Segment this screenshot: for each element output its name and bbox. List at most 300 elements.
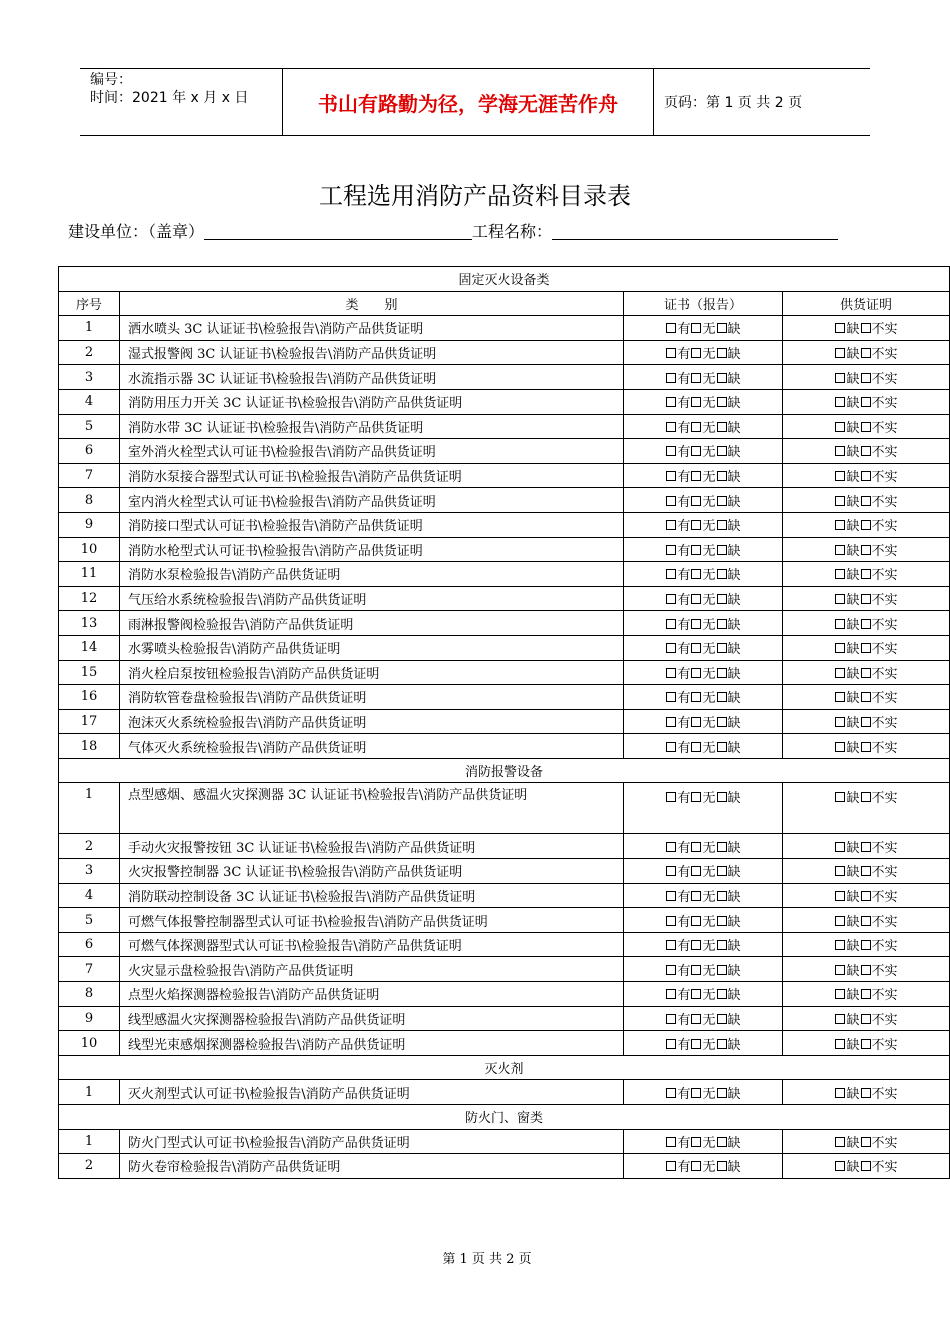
cert-checkbox[interactable] <box>666 1039 676 1049</box>
supply-checkbox[interactable] <box>861 348 871 358</box>
cert-option-label: 无 <box>702 715 716 731</box>
cert-checkbox[interactable] <box>691 965 701 975</box>
cert-options <box>624 439 783 464</box>
row-number: 10 <box>59 1031 120 1056</box>
table-row <box>59 365 950 390</box>
supply-checkbox[interactable] <box>861 692 871 702</box>
cert-checkbox[interactable] <box>717 323 727 333</box>
supply-checkbox[interactable] <box>861 619 871 629</box>
supply-checkbox[interactable] <box>835 373 845 383</box>
cert-checkbox[interactable] <box>666 397 676 407</box>
column-header: 证书（报告） <box>624 291 783 316</box>
supply-checkbox[interactable] <box>835 916 845 926</box>
row-category: 火灾显示盘检验报告\消防产品供货证明 <box>120 957 624 982</box>
cert-option-label: 缺 <box>727 420 741 436</box>
cert-option-label: 无 <box>702 642 716 658</box>
supply-checkbox[interactable] <box>861 940 871 950</box>
supply-options <box>783 488 950 513</box>
table-row <box>59 1031 950 1056</box>
supply-checkbox[interactable] <box>861 446 871 456</box>
supply-option-label: 缺 <box>846 593 860 609</box>
cert-checkbox[interactable] <box>666 989 676 999</box>
supply-checkbox[interactable] <box>835 965 845 975</box>
supply-option-label: 不实 <box>871 470 898 486</box>
cert-option-label: 有 <box>677 1012 691 1028</box>
supply-option-label: 不实 <box>871 1086 898 1102</box>
cert-option-label: 有 <box>677 939 691 955</box>
cert-checkbox[interactable] <box>691 1137 701 1147</box>
supply-option-label: 缺 <box>846 666 860 682</box>
cert-checkbox[interactable] <box>691 348 701 358</box>
supply-option-label: 不实 <box>871 371 898 387</box>
supply-option-label: 缺 <box>846 715 860 731</box>
cert-option-label: 有 <box>677 617 691 633</box>
cert-checkbox[interactable] <box>691 692 701 702</box>
cert-options <box>624 982 783 1007</box>
supply-checkbox[interactable] <box>861 792 871 802</box>
cert-option-label: 无 <box>702 865 716 881</box>
table-row <box>59 414 950 439</box>
supply-option-label: 不实 <box>871 914 898 930</box>
supply-checkbox[interactable] <box>835 891 845 901</box>
supply-checkbox[interactable] <box>835 866 845 876</box>
row-category: 湿式报警阀 3C 认证证书\检验报告\消防产品供货证明 <box>120 340 624 365</box>
supply-option-label: 不实 <box>871 715 898 731</box>
supply-checkbox[interactable] <box>861 471 871 481</box>
cert-checkbox[interactable] <box>717 717 727 727</box>
supply-option-label: 缺 <box>846 1012 860 1028</box>
cert-option-label: 无 <box>702 666 716 682</box>
supply-option-label: 缺 <box>846 1037 860 1053</box>
cert-checkbox[interactable] <box>717 692 727 702</box>
cert-option-label: 缺 <box>727 371 741 387</box>
cert-checkbox[interactable] <box>717 520 727 530</box>
supply-checkbox[interactable] <box>861 1088 871 1098</box>
supply-checkbox[interactable] <box>835 940 845 950</box>
section-row <box>59 267 950 292</box>
cert-checkbox[interactable] <box>666 471 676 481</box>
cert-options <box>624 340 783 365</box>
supply-options <box>783 439 950 464</box>
cert-checkbox[interactable] <box>717 619 727 629</box>
section-row <box>59 1105 950 1130</box>
cert-checkbox[interactable] <box>691 619 701 629</box>
cert-checkbox[interactable] <box>717 792 727 802</box>
supply-checkbox[interactable] <box>861 989 871 999</box>
table-row <box>59 1006 950 1031</box>
cert-options <box>624 709 783 734</box>
row-number: 14 <box>59 635 120 660</box>
supply-options <box>783 734 950 759</box>
supply-options <box>783 340 950 365</box>
cert-checkbox[interactable] <box>666 520 676 530</box>
supply-option-label: 缺 <box>846 396 860 412</box>
cert-checkbox[interactable] <box>666 717 676 727</box>
row-category: 雨淋报警阀检验报告\消防产品供货证明 <box>120 611 624 636</box>
supply-checkbox[interactable] <box>861 1014 871 1024</box>
supply-checkbox[interactable] <box>835 348 845 358</box>
cert-checkbox[interactable] <box>717 842 727 852</box>
cert-checkbox[interactable] <box>666 569 676 579</box>
row-number: 3 <box>59 859 120 884</box>
table-row <box>59 982 950 1007</box>
cert-checkbox[interactable] <box>666 619 676 629</box>
supply-options <box>783 957 950 982</box>
supply-checkbox[interactable] <box>835 692 845 702</box>
cert-checkbox[interactable] <box>666 594 676 604</box>
cert-checkbox[interactable] <box>717 446 727 456</box>
cert-option-label: 缺 <box>727 445 741 461</box>
cert-checkbox[interactable] <box>691 545 701 555</box>
cert-checkbox[interactable] <box>717 373 727 383</box>
cert-checkbox[interactable] <box>691 1039 701 1049</box>
row-number: 2 <box>59 834 120 859</box>
supply-checkbox[interactable] <box>835 545 845 555</box>
cert-option-label: 有 <box>677 642 691 658</box>
supply-checkbox[interactable] <box>861 866 871 876</box>
supply-checkbox[interactable] <box>835 1014 845 1024</box>
supply-checkbox[interactable] <box>861 891 871 901</box>
supply-checkbox[interactable] <box>835 989 845 999</box>
cert-option-label: 有 <box>677 445 691 461</box>
supply-checkbox[interactable] <box>835 668 845 678</box>
cert-checkbox[interactable] <box>666 742 676 752</box>
cert-checkbox[interactable] <box>691 1088 701 1098</box>
row-category: 气体灭火系统检验报告\消防产品供货证明 <box>120 734 624 759</box>
cert-checkbox[interactable] <box>666 940 676 950</box>
column-header: 序号 <box>59 291 120 316</box>
supply-checkbox[interactable] <box>835 742 845 752</box>
cert-option-label: 无 <box>702 420 716 436</box>
cert-checkbox[interactable] <box>691 520 701 530</box>
cert-option-label: 有 <box>677 1135 691 1151</box>
cert-checkbox[interactable] <box>666 891 676 901</box>
supply-checkbox[interactable] <box>861 569 871 579</box>
cert-checkbox[interactable] <box>717 668 727 678</box>
table-row <box>59 734 950 759</box>
cert-option-label: 缺 <box>727 963 741 979</box>
supply-options <box>783 982 950 1007</box>
cert-options <box>624 463 783 488</box>
supply-option-label: 缺 <box>846 371 860 387</box>
supply-checkbox[interactable] <box>861 842 871 852</box>
table-row <box>59 488 950 513</box>
cert-options <box>624 537 783 562</box>
supply-option-label: 缺 <box>846 939 860 955</box>
cert-options <box>624 389 783 414</box>
supply-option-label: 缺 <box>846 1160 860 1176</box>
supply-options <box>783 1129 950 1154</box>
supply-options <box>783 463 950 488</box>
supply-checkbox[interactable] <box>861 323 871 333</box>
row-category: 消防水枪型式认可证书\检验报告\消防产品供货证明 <box>120 537 624 562</box>
cert-option-label: 无 <box>702 322 716 338</box>
row-number: 17 <box>59 709 120 734</box>
cert-checkbox[interactable] <box>666 1161 676 1171</box>
cert-option-label: 缺 <box>727 740 741 756</box>
cert-checkbox[interactable] <box>666 496 676 506</box>
cert-checkbox[interactable] <box>691 916 701 926</box>
supply-checkbox[interactable] <box>835 1039 845 1049</box>
supply-checkbox[interactable] <box>861 643 871 653</box>
cert-option-label: 缺 <box>727 347 741 363</box>
supply-checkbox[interactable] <box>835 1088 845 1098</box>
cert-checkbox[interactable] <box>666 1014 676 1024</box>
cert-checkbox[interactable] <box>691 1014 701 1024</box>
cert-checkbox[interactable] <box>691 471 701 481</box>
form-subline <box>68 219 838 242</box>
supply-checkbox[interactable] <box>835 520 845 530</box>
cert-checkbox[interactable] <box>691 989 701 999</box>
cert-option-label: 缺 <box>727 1135 741 1151</box>
supply-option-label: 缺 <box>846 568 860 584</box>
supply-option-label: 缺 <box>846 420 860 436</box>
supply-checkbox[interactable] <box>861 496 871 506</box>
cert-checkbox[interactable] <box>717 1088 727 1098</box>
supply-checkbox[interactable] <box>835 1137 845 1147</box>
cert-option-label: 有 <box>677 494 691 510</box>
cert-checkbox[interactable] <box>691 422 701 432</box>
supply-checkbox[interactable] <box>835 792 845 802</box>
supply-checkbox[interactable] <box>835 594 845 604</box>
row-category: 消防水泵接合器型式认可证书\检验报告\消防产品供货证明 <box>120 463 624 488</box>
cert-checkbox[interactable] <box>717 940 727 950</box>
cert-checkbox[interactable] <box>717 422 727 432</box>
cert-option-label: 缺 <box>727 322 741 338</box>
row-category: 点型火焰探测器检验报告\消防产品供货证明 <box>120 982 624 1007</box>
supply-checkbox[interactable] <box>861 742 871 752</box>
supply-options <box>783 635 950 660</box>
cert-option-label: 缺 <box>727 939 741 955</box>
cert-checkbox[interactable] <box>717 348 727 358</box>
table-row <box>59 660 950 685</box>
supply-checkbox[interactable] <box>861 1161 871 1171</box>
header-page-info: 页码：第 1 页 共 2 页 <box>664 95 803 111</box>
row-category: 消防接口型式认可证书\检验报告\消防产品供货证明 <box>120 512 624 537</box>
supply-option-label: 不实 <box>871 396 898 412</box>
supply-checkbox[interactable] <box>861 717 871 727</box>
supply-checkbox[interactable] <box>835 471 845 481</box>
cert-option-label: 有 <box>677 396 691 412</box>
supply-checkbox[interactable] <box>835 496 845 506</box>
supply-option-label: 缺 <box>846 347 860 363</box>
cert-checkbox[interactable] <box>691 373 701 383</box>
cert-option-label: 缺 <box>727 1012 741 1028</box>
supply-checkbox[interactable] <box>861 422 871 432</box>
cert-checkbox[interactable] <box>717 891 727 901</box>
supply-option-label: 缺 <box>846 963 860 979</box>
supply-option-label: 缺 <box>846 617 860 633</box>
supply-checkbox[interactable] <box>861 397 871 407</box>
cert-option-label: 有 <box>677 963 691 979</box>
cert-checkbox[interactable] <box>717 1014 727 1024</box>
cert-checkbox[interactable] <box>666 1088 676 1098</box>
cert-checkbox[interactable] <box>691 668 701 678</box>
table-row <box>59 635 950 660</box>
supply-checkbox[interactable] <box>835 422 845 432</box>
row-number: 12 <box>59 586 120 611</box>
cert-checkbox[interactable] <box>717 496 727 506</box>
date-label: 时间：2021 年 x 月 x 日 <box>90 90 249 106</box>
cert-option-label: 无 <box>702 371 716 387</box>
cert-option-label: 无 <box>702 791 716 807</box>
page-footer: 第 1 页 共 2 页 <box>442 1252 532 1267</box>
cert-checkbox[interactable] <box>717 1039 727 1049</box>
supply-checkbox[interactable] <box>861 373 871 383</box>
cert-checkbox[interactable] <box>691 594 701 604</box>
supply-checkbox[interactable] <box>835 569 845 579</box>
cert-options <box>624 685 783 710</box>
supply-option-label: 不实 <box>871 642 898 658</box>
header-meta <box>80 69 282 135</box>
cert-checkbox[interactable] <box>666 668 676 678</box>
supply-checkbox[interactable] <box>835 717 845 727</box>
supply-checkbox[interactable] <box>861 916 871 926</box>
cert-checkbox[interactable] <box>691 866 701 876</box>
cert-checkbox[interactable] <box>717 742 727 752</box>
supply-option-label: 缺 <box>846 494 860 510</box>
cert-option-label: 无 <box>702 617 716 633</box>
cert-checkbox[interactable] <box>666 842 676 852</box>
cert-checkbox[interactable] <box>717 594 727 604</box>
cert-checkbox[interactable] <box>666 1137 676 1147</box>
row-category: 火灾报警控制器 3C 认证证书\检验报告\消防产品供货证明 <box>120 859 624 884</box>
supply-option-label: 不实 <box>871 445 898 461</box>
cert-option-label: 有 <box>677 593 691 609</box>
supply-option-label: 不实 <box>871 568 898 584</box>
cert-option-label: 有 <box>677 1086 691 1102</box>
supply-option-label: 不实 <box>871 420 898 436</box>
cert-checkbox[interactable] <box>691 323 701 333</box>
cert-checkbox[interactable] <box>717 965 727 975</box>
supply-checkbox[interactable] <box>861 1137 871 1147</box>
supply-checkbox[interactable] <box>861 1039 871 1049</box>
cert-checkbox[interactable] <box>717 866 727 876</box>
cert-checkbox[interactable] <box>666 373 676 383</box>
cert-option-label: 有 <box>677 543 691 559</box>
cert-checkbox[interactable] <box>666 792 676 802</box>
table-row <box>59 316 950 341</box>
cert-option-label: 无 <box>702 445 716 461</box>
row-number: 10 <box>59 537 120 562</box>
cert-options <box>624 611 783 636</box>
supply-checkbox[interactable] <box>835 1161 845 1171</box>
cert-checkbox[interactable] <box>717 916 727 926</box>
cert-checkbox[interactable] <box>691 891 701 901</box>
cert-option-label: 有 <box>677 1037 691 1053</box>
cert-option-label: 缺 <box>727 519 741 535</box>
cert-checkbox[interactable] <box>666 692 676 702</box>
cert-checkbox[interactable] <box>666 866 676 876</box>
cert-checkbox[interactable] <box>691 742 701 752</box>
cert-checkbox[interactable] <box>666 348 676 358</box>
supply-checkbox[interactable] <box>861 594 871 604</box>
cert-checkbox[interactable] <box>666 965 676 975</box>
cert-option-label: 无 <box>702 889 716 905</box>
supply-option-label: 不实 <box>871 865 898 881</box>
cert-checkbox[interactable] <box>691 397 701 407</box>
cert-checkbox[interactable] <box>666 916 676 926</box>
cert-checkbox[interactable] <box>717 471 727 481</box>
cert-checkbox[interactable] <box>666 545 676 555</box>
cert-option-label: 缺 <box>727 914 741 930</box>
row-number: 4 <box>59 883 120 908</box>
row-number: 1 <box>59 783 120 834</box>
cert-checkbox[interactable] <box>691 792 701 802</box>
cert-option-label: 无 <box>702 988 716 1004</box>
cert-checkbox[interactable] <box>691 446 701 456</box>
supply-options <box>783 586 950 611</box>
cert-checkbox[interactable] <box>666 446 676 456</box>
row-category: 线型感温火灾探测器检验报告\消防产品供货证明 <box>120 1006 624 1031</box>
table-row <box>59 512 950 537</box>
supply-checkbox[interactable] <box>861 520 871 530</box>
cert-options <box>624 365 783 390</box>
cert-checkbox[interactable] <box>717 1161 727 1171</box>
supply-option-label: 不实 <box>871 988 898 1004</box>
cert-checkbox[interactable] <box>666 422 676 432</box>
cert-checkbox[interactable] <box>691 496 701 506</box>
supply-checkbox[interactable] <box>861 965 871 975</box>
supply-option-label: 缺 <box>846 889 860 905</box>
cert-option-label: 缺 <box>727 791 741 807</box>
cert-options <box>624 488 783 513</box>
unit-blank[interactable] <box>204 223 472 240</box>
column-header-row <box>59 291 950 316</box>
cert-checkbox[interactable] <box>666 643 676 653</box>
supply-checkbox[interactable] <box>835 619 845 629</box>
cert-checkbox[interactable] <box>691 1161 701 1171</box>
supply-options <box>783 316 950 341</box>
supply-checkbox[interactable] <box>835 397 845 407</box>
cert-checkbox[interactable] <box>691 717 701 727</box>
cert-option-label: 有 <box>677 371 691 387</box>
cert-checkbox[interactable] <box>717 397 727 407</box>
cert-options <box>624 859 783 884</box>
supply-checkbox[interactable] <box>835 842 845 852</box>
row-category: 点型感烟、感温火灾探测器 3C 认证证书\检验报告\消防产品供货证明 <box>120 783 624 834</box>
project-blank[interactable] <box>552 223 838 240</box>
cert-checkbox[interactable] <box>691 643 701 653</box>
cert-checkbox[interactable] <box>666 323 676 333</box>
row-category: 消防软管卷盘检验报告\消防产品供货证明 <box>120 685 624 710</box>
supply-checkbox[interactable] <box>861 545 871 555</box>
supply-checkbox[interactable] <box>835 446 845 456</box>
cert-checkbox[interactable] <box>691 569 701 579</box>
cert-options <box>624 1031 783 1056</box>
table-row <box>59 685 950 710</box>
table-row <box>59 611 950 636</box>
row-number: 1 <box>59 316 120 341</box>
supply-checkbox[interactable] <box>835 323 845 333</box>
cert-checkbox[interactable] <box>717 643 727 653</box>
supply-option-label: 不实 <box>871 1135 898 1151</box>
cert-checkbox[interactable] <box>717 545 727 555</box>
table-row <box>59 562 950 587</box>
section-title: 固定灭火设备类 <box>59 267 950 292</box>
cert-checkbox[interactable] <box>717 989 727 999</box>
table-row <box>59 389 950 414</box>
cert-checkbox[interactable] <box>717 569 727 579</box>
supply-checkbox[interactable] <box>835 643 845 653</box>
supply-options <box>783 512 950 537</box>
table-row <box>59 709 950 734</box>
cert-checkbox[interactable] <box>717 1137 727 1147</box>
cert-checkbox[interactable] <box>691 940 701 950</box>
supply-checkbox[interactable] <box>861 668 871 678</box>
supply-options <box>783 414 950 439</box>
cert-checkbox[interactable] <box>691 842 701 852</box>
